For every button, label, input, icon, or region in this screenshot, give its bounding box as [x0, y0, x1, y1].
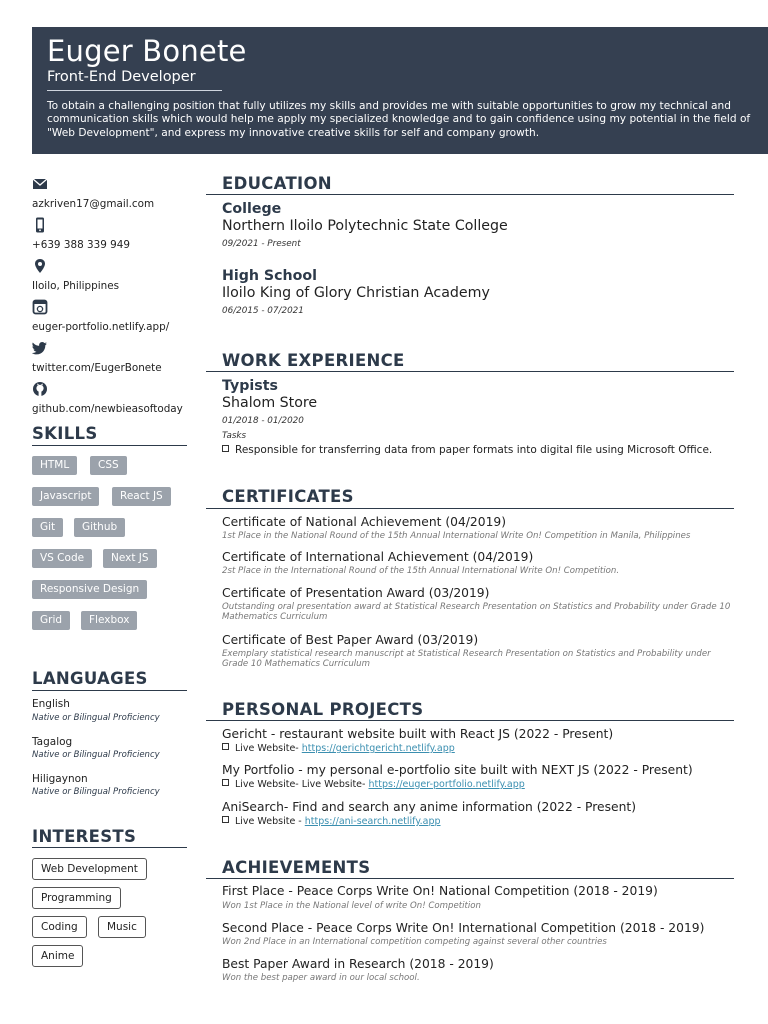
interests-divider: [32, 847, 187, 848]
achievement-description: Won 2nd Place in an International competition competing against several other countries: [222, 937, 607, 947]
certificate-name: Certificate of National Achievement (04/2019): [222, 515, 507, 529]
skills-heading: SKILLS: [32, 424, 98, 443]
contact-github[interactable]: [32, 381, 202, 415]
languages-divider: [32, 690, 187, 691]
contact-location-text: Iloilo, Philippines: [32, 280, 120, 292]
contact-phone-text: +639 388 339 949: [32, 239, 130, 251]
certificate-description: 1st Place in the National Round of the 15th Annual International Write On! Competition in Manila, Philippines: [222, 531, 691, 541]
certificate-description: Exemplary statistical research manuscript at Statistical Research Presentation on Statistics and Probability under Grade 10 Mathematics Curriculum: [222, 649, 711, 669]
interest-tag: Programming: [32, 887, 121, 909]
work-heading: WORK EXPERIENCE: [222, 351, 405, 370]
contact-twitter[interactable]: [32, 340, 202, 374]
education-heading: EDUCATION: [222, 174, 332, 193]
interests-heading: INTERESTS: [32, 827, 137, 846]
work-role: Typists: [222, 378, 278, 394]
work-company: Shalom Store: [222, 395, 318, 411]
twitter-icon: [32, 340, 48, 356]
location-icon: [32, 258, 48, 274]
school-name: Northern Iloilo Polytechnic State College: [222, 218, 508, 234]
education-divider: [206, 194, 734, 195]
language-name: Tagalog: [32, 736, 73, 748]
contact-email[interactable]: [32, 176, 202, 210]
github-icon: [32, 381, 48, 397]
education-level: High School: [222, 268, 318, 284]
bullet-square-icon: [222, 816, 229, 823]
project-link-label: Live Website -: [235, 816, 305, 827]
contact-github-text: github.com/newbieasoftoday: [32, 403, 183, 415]
education-dates: 09/2021 - Present: [222, 239, 301, 249]
skills-divider: [32, 445, 187, 446]
certificate-name: Certificate of International Achievement (04/2019): [222, 550, 534, 564]
language-level: Native or Bilingual Proficiency: [32, 787, 160, 797]
work-divider: [206, 371, 734, 372]
email-icon: [32, 176, 48, 192]
title-divider: [47, 90, 222, 91]
project-name: AniSearch- Find and search any anime information (2022 - Present): [222, 800, 636, 814]
skill-tag: HTML: [32, 456, 77, 475]
language-level: Native or Bilingual Proficiency: [32, 750, 160, 760]
projects-divider: [206, 720, 734, 721]
project-name: My Portfolio - my personal e-portfolio site built with NEXT JS (2022 - Present): [222, 763, 693, 777]
summary-text: To obtain a challenging position that fully utilizes my skills and provides me with suitable opportunities to grow my technical and communication skills which would help me apply my specialized knowledge and to gain confidence using my potential in the field of "Web Development", and express my innovative creative skills for self and company growth.: [47, 100, 751, 139]
work-task-text: Responsible for transferring data from paper formats into digital file using Microsoft Office.: [235, 444, 713, 456]
project-link-label: Live Website- Live Website-: [235, 779, 369, 790]
contact-website[interactable]: [32, 299, 202, 333]
project-live-link[interactable]: https://gerichtgericht.netlify.app: [301, 743, 455, 754]
certificate-name: Certificate of Best Paper Award (03/2019): [222, 633, 479, 647]
education-level: College: [222, 201, 282, 217]
website-icon: [32, 299, 48, 315]
language-name: English: [32, 698, 70, 710]
skill-tag: Flexbox: [81, 611, 137, 630]
work-tasks-label: Tasks: [222, 431, 247, 441]
project-link-item: [222, 743, 455, 754]
resume-header: [32, 27, 768, 154]
bullet-square-icon: [222, 779, 229, 786]
certificate-description: Outstanding oral presentation award at Statistical Research Presentation on Statistics and Probability under Grade 10 Mathematics Curriculum: [222, 602, 731, 622]
work-task-item: [222, 444, 712, 456]
project-link-label: Live Website-: [235, 743, 302, 754]
project-link-item: [222, 779, 525, 790]
skill-tag: VS Code: [32, 549, 92, 568]
education-dates: 06/2015 - 07/2021: [222, 306, 304, 316]
certificates-divider: [206, 508, 734, 509]
skill-tag: React JS: [112, 487, 171, 506]
certificate-name: Certificate of Presentation Award (03/2019): [222, 586, 490, 600]
skill-tag: Javascript: [32, 487, 99, 506]
interest-tag: Web Development: [32, 858, 147, 880]
contact-location: [32, 258, 202, 292]
skill-tag: Grid: [32, 611, 70, 630]
project-live-link[interactable]: https://ani-search.netlify.app: [304, 816, 441, 827]
certificates-heading: CERTIFICATES: [222, 487, 354, 506]
skill-tag: Next JS: [103, 549, 157, 568]
skill-tag: Responsive Design: [32, 580, 147, 599]
job-title: Front-End Developer: [47, 69, 196, 85]
bullet-square-icon: [222, 445, 229, 452]
work-dates: 01/2018 - 01/2020: [222, 416, 304, 426]
contact-twitter-text: twitter.com/EugerBonete: [32, 362, 162, 374]
project-link-item: [222, 816, 441, 827]
achievement-description: Won 1st Place in the National level of write On! Competition: [222, 901, 481, 911]
interest-tag: Anime: [32, 945, 83, 967]
projects-heading: PERSONAL PROJECTS: [222, 700, 424, 719]
interest-tag: Coding: [32, 916, 87, 938]
school-name: Iloilo King of Glory Christian Academy: [222, 285, 490, 301]
interest-tag: Music: [98, 916, 146, 938]
certificate-description: 2st Place in the International Round of the 15th Annual International Write On! Competition.: [222, 566, 620, 576]
project-name: Gericht - restaurant website built with React JS (2022 - Present): [222, 727, 614, 741]
achievement-name: Best Paper Award in Research (2018 - 2019): [222, 957, 494, 971]
achievement-description: Won the best paper award in our local school.: [222, 973, 420, 983]
bullet-square-icon: [222, 743, 229, 750]
skill-tag: Git: [32, 518, 63, 537]
achievements-heading: ACHIEVEMENTS: [222, 858, 371, 877]
skill-tag: CSS: [90, 456, 127, 475]
language-level: Native or Bilingual Proficiency: [32, 713, 160, 723]
achievement-name: Second Place - Peace Corps Write On! International Competition (2018 - 2019): [222, 921, 705, 935]
language-name: Hiligaynon: [32, 773, 88, 785]
contact-email-text: azkriven17@gmail.com: [32, 198, 155, 210]
achievement-name: First Place - Peace Corps Write On! National Competition (2018 - 2019): [222, 884, 658, 898]
candidate-name: Euger Bonete: [47, 34, 247, 68]
skill-tag: Github: [74, 518, 125, 537]
languages-heading: LANGUAGES: [32, 669, 148, 688]
achievements-divider: [206, 878, 734, 879]
contact-phone[interactable]: [32, 217, 202, 251]
phone-icon: [32, 217, 48, 233]
project-live-link[interactable]: https://euger-portfolio.netlify.app: [368, 779, 525, 790]
contact-website-text: euger-portfolio.netlify.app/: [32, 321, 170, 333]
